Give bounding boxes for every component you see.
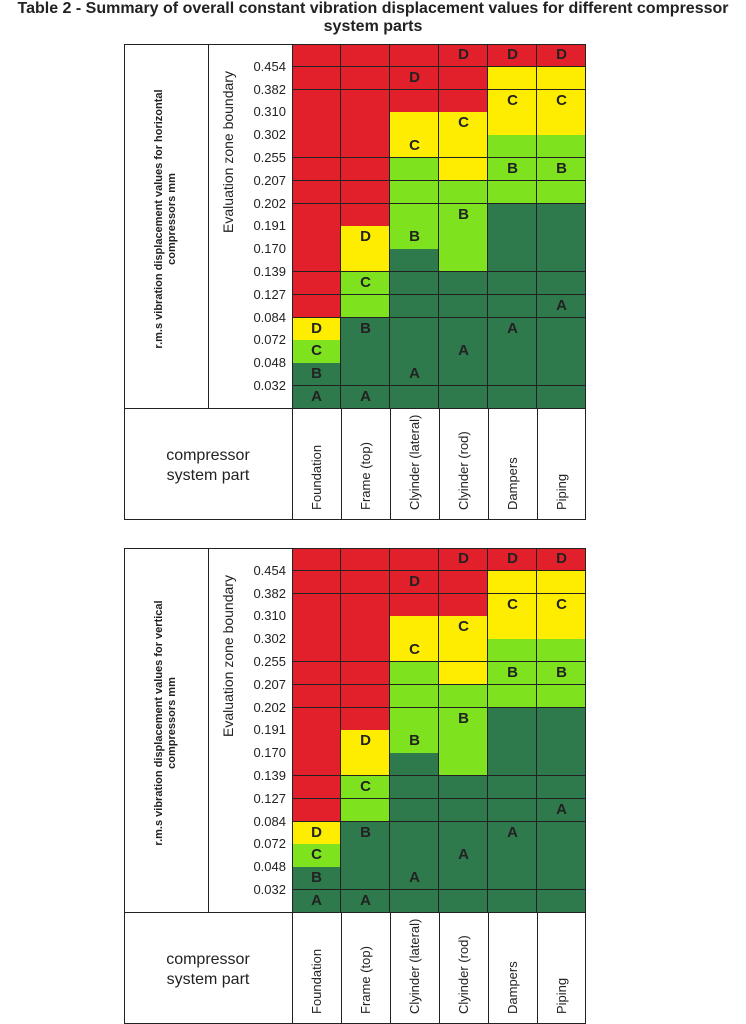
zone-letter: B	[409, 732, 420, 750]
zone-letter: B	[556, 664, 567, 681]
divider	[390, 408, 391, 520]
column-name: Foundation	[308, 948, 324, 1014]
divider	[537, 408, 538, 520]
zone-letter: C	[556, 595, 567, 613]
divider	[488, 408, 489, 520]
zone-letter: B	[458, 709, 469, 727]
zone-letter: A	[458, 846, 469, 864]
zone-letter: C	[458, 618, 469, 636]
zone-letter: D	[458, 550, 469, 567]
divider	[439, 912, 440, 1024]
boundary-value: 0.048	[253, 859, 286, 875]
horizontal-compressor-table	[0, 44, 746, 520]
boundary-value: 0.191	[253, 722, 286, 738]
zone-letter: C	[360, 778, 371, 795]
zone-letter: B	[507, 160, 518, 177]
zone-letter: B	[311, 365, 322, 383]
column-name: Piping	[553, 473, 569, 510]
boundary-value: 0.382	[253, 81, 286, 97]
boundary-value: 0.454	[253, 562, 286, 578]
zone-letter: A	[409, 869, 420, 887]
zone-letter: C	[409, 137, 420, 155]
boundary-value: 0.127	[253, 286, 286, 302]
divider	[341, 408, 342, 520]
boundary-value: 0.072	[253, 332, 286, 348]
zone-letter: D	[507, 550, 518, 567]
boundary-value: 0.207	[253, 676, 286, 692]
zone-letter: C	[311, 846, 322, 864]
quantity-label: r.m.s vibration displacement values for vertical compressors mm	[153, 600, 178, 846]
boundary-value: 0.310	[253, 608, 286, 624]
part-label: compressor system part	[166, 951, 250, 988]
boundary-value: 0.170	[253, 241, 286, 257]
vertical-compressor-table	[0, 548, 746, 1024]
boundary-value: 0.302	[253, 631, 286, 647]
column-name: Clyinder (lateral)	[406, 414, 422, 510]
boundary-value: 0.139	[253, 768, 286, 783]
boundary-value: 0.170	[253, 745, 286, 761]
evaluation-zone-label: Evaluation zone boundary	[220, 575, 236, 737]
zone-letter: A	[507, 823, 518, 841]
zone-letter: D	[311, 823, 322, 841]
column-name: Dampers	[504, 457, 520, 510]
zone-letter: D	[556, 550, 567, 567]
boundary-value: 0.191	[253, 218, 286, 234]
zone-letter: C	[360, 274, 371, 291]
boundary-value: 0.255	[253, 654, 286, 669]
divider	[208, 44, 209, 408]
boundary-value: 0.084	[253, 309, 286, 325]
boundary-value: 0.032	[253, 378, 286, 393]
divider	[537, 912, 538, 1024]
zone-letter: C	[311, 342, 322, 360]
zone-letter: A	[360, 388, 371, 405]
zone-letter: D	[507, 46, 518, 63]
boundary-value: 0.207	[253, 172, 286, 188]
zone-letter: B	[458, 205, 469, 223]
zone-letter: B	[311, 869, 322, 887]
zone-letter: A	[311, 388, 322, 405]
zone-letter: C	[409, 641, 420, 659]
column-name: Clyinder (rod)	[455, 935, 471, 1014]
boundary-value: 0.302	[253, 127, 286, 143]
column-name: Frame (top)	[357, 946, 373, 1014]
zone-letter: C	[507, 595, 518, 613]
zone-letter: A	[556, 800, 567, 818]
part-label: compressor system part	[166, 447, 250, 484]
zone-letter: A	[458, 342, 469, 360]
zone-letter: B	[360, 319, 371, 337]
zone-letter: D	[409, 572, 420, 590]
zone-letter: B	[507, 664, 518, 681]
zone-letter: D	[409, 68, 420, 86]
divider	[292, 548, 293, 1024]
boundary-value: 0.202	[253, 195, 286, 211]
column-name: Clyinder (rod)	[455, 431, 471, 510]
zone-letter: D	[360, 228, 371, 246]
zone-letter: B	[556, 160, 567, 177]
zone-letter: A	[409, 365, 420, 383]
divider	[488, 912, 489, 1024]
boundary-value: 0.048	[253, 355, 286, 371]
zone-letter: C	[507, 91, 518, 109]
zone-letter: A	[360, 892, 371, 909]
boundary-value: 0.084	[253, 813, 286, 829]
boundary-value: 0.139	[253, 264, 286, 279]
zone-letter: A	[507, 319, 518, 337]
boundary-value: 0.310	[253, 104, 286, 120]
zone-letter: A	[556, 296, 567, 314]
boundary-value: 0.255	[253, 150, 286, 165]
table-title: Table 2 - Summary of overall constant vibration displacement values for different compressor system parts	[17, 0, 729, 35]
divider	[124, 408, 586, 409]
evaluation-zone-label: Evaluation zone boundary	[220, 71, 236, 233]
divider	[341, 912, 342, 1024]
column-name: Dampers	[504, 961, 520, 1014]
column-name: Clyinder (lateral)	[406, 918, 422, 1014]
zone-letter: B	[360, 823, 371, 841]
boundary-value: 0.382	[253, 585, 286, 601]
boundary-value: 0.127	[253, 790, 286, 806]
zone-letter: D	[458, 46, 469, 63]
quantity-label: r.m.s vibration displacement values for horizontal compressors mm	[153, 89, 178, 349]
divider	[208, 548, 209, 912]
divider	[292, 44, 293, 520]
divider	[439, 408, 440, 520]
divider	[390, 912, 391, 1024]
column-name: Foundation	[308, 444, 324, 510]
column-name: Piping	[553, 977, 569, 1014]
zone-letter: B	[409, 228, 420, 246]
column-name: Frame (top)	[357, 442, 373, 510]
zone-letter: D	[556, 46, 567, 63]
zone-letter: C	[556, 91, 567, 109]
divider	[124, 912, 586, 913]
zone-letter: D	[360, 732, 371, 750]
boundary-value: 0.202	[253, 699, 286, 715]
zone-letter: D	[311, 319, 322, 337]
zone-letter: C	[458, 114, 469, 132]
zone-letter: A	[311, 892, 322, 909]
boundary-value: 0.032	[253, 882, 286, 897]
boundary-value: 0.072	[253, 836, 286, 852]
boundary-value: 0.454	[253, 58, 286, 74]
